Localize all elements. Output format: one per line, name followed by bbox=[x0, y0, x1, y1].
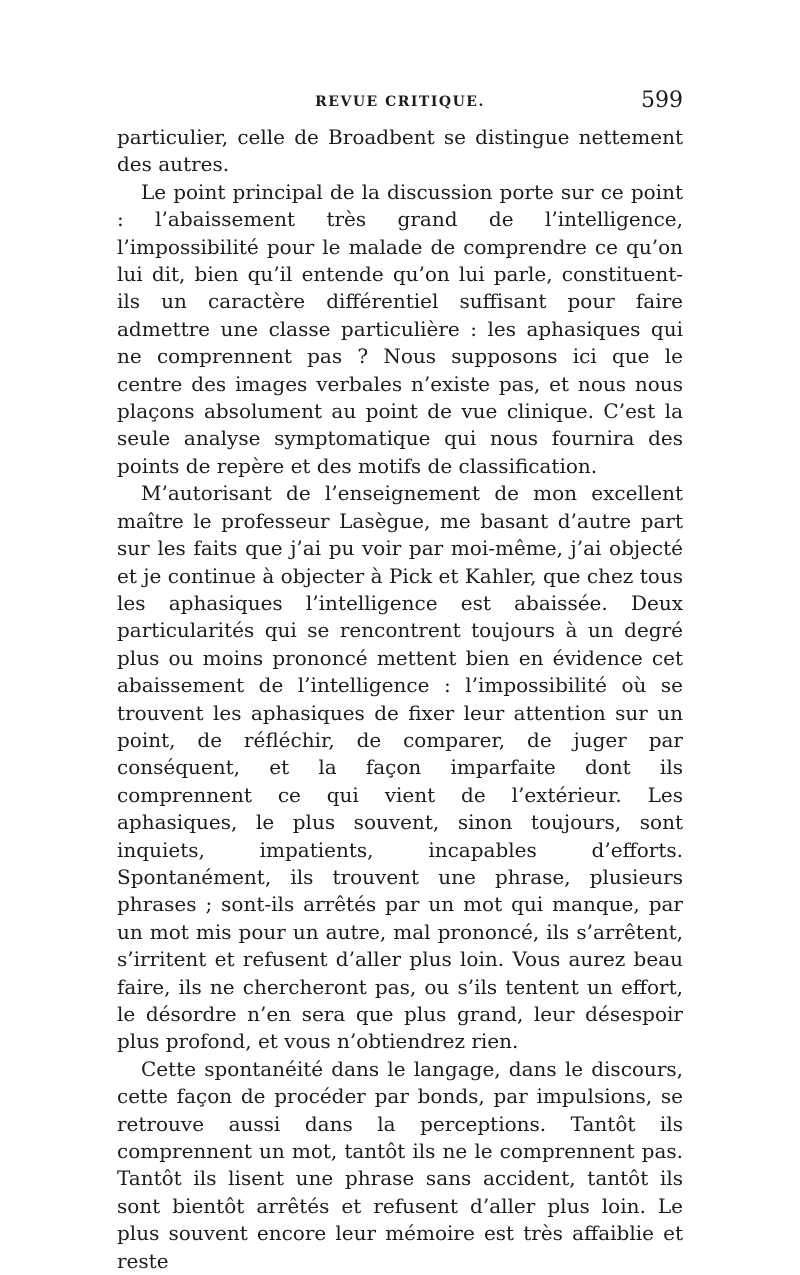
paragraph-spontaneite: Cette spontanéité dans le langage, dans le discours, cette façon de procéder par bonds, par impulsions, se retrouve aussi dans la perceptions. Tantôt ils comprennent un mot, tantôt ils ne le comprennent pas. Tantôt ils lisent une phrase sans accident, tantôt ils sont bientôt arrêtés et refusent d’aller plus loin. Le plus souvent encore leur mémoire est très affaiblie et reste bbox=[117, 1056, 683, 1273]
paragraph-discussion: Le point principal de la discussion porte sur ce point : l’abaissement très grand de l’intelligence, l’impossibilité pour le malade de comprendre ce qu’on lui dit, bien qu’il entende qu’on lui parle, constituent-ils un caractère différentiel suffisant pour faire admettre une classe particulière : les aphasiques qui ne comprennent pas ? Nous supposons ici que le centre des images verbales n’existe pas, et nous nous plaçons absolument au point de vue clinique. C’est la seule analyse symptomatique qui nous fournira des points de repère et des motifs de classification. bbox=[117, 179, 683, 478]
book-page bbox=[117, 88, 683, 1275]
paragraph-continuation: particulier, celle de Broadbent se distingue nettement des autres. bbox=[117, 125, 683, 177]
paragraph-lasegue: M’autorisant de l’enseignement de mon excellent maître le professeur Lasègue, me basant d’autre part sur les faits que j’ai pu voir par moi-même, j’ai objecté et je continue à objecter à Pick et Kahler, que chez tous les aphasiques l’intelligence est abaissée. Deux particularités qui se rencontrent toujours à un degré plus ou moins prononcé mettent bien en évidence cet abaissement de l’intelligence : l’impossibilité où se trouvent les aphasiques de fixer leur attention sur un point, de réfléchir, de comparer, de juger par conséquent, et la façon imparfaite dont ils comprennent ce qui vient de l’extérieur. Les aphasiques, le plus souvent, sinon toujours, sont inquiets, impatients, incapables d’efforts. Spontanément, ils trouvent une phrase, plusieurs phrases ; sont-ils arrêtés par un mot qui manque, par un mot mis pour un autre, mal prononcé, ils s’arrêtent, s’irritent et refusent d’aller plus loin. Vous aurez beau faire, ils ne chercheront pas, ou s’ils tentent un effort, le désordre n’en sera que plus grand, leur désespoir plus profond, et vous n’obtiendrez rien. bbox=[117, 481, 683, 1054]
body-text bbox=[117, 124, 683, 1275]
running-head bbox=[117, 88, 683, 124]
page-number: 599 bbox=[641, 88, 683, 113]
running-title: REVUE CRITIQUE. bbox=[315, 94, 485, 110]
